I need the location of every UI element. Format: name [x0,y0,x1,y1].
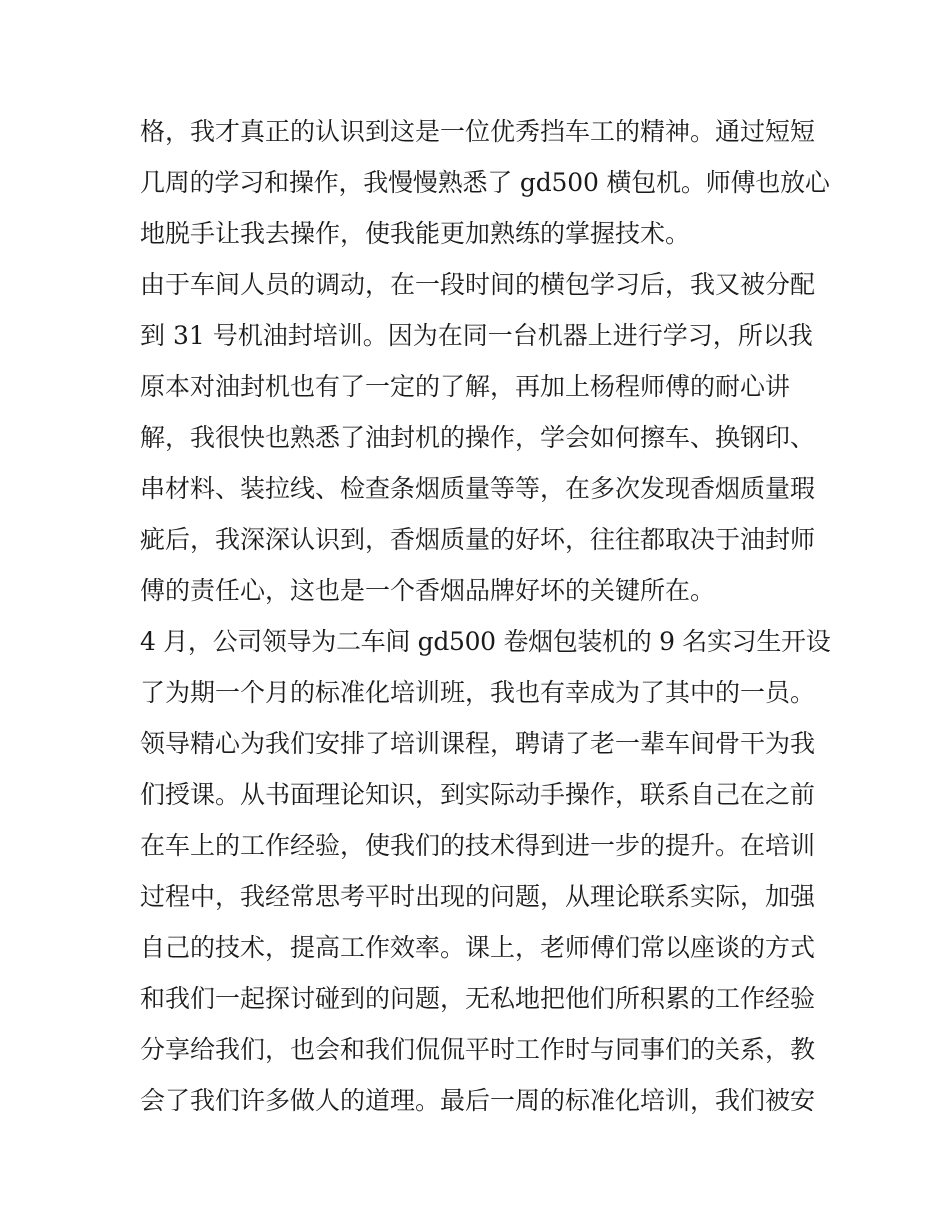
text-line: 解，我很快也熟悉了油封机的操作，学会如何擦车、换钢印、 [140,423,816,452]
text-line: 和我们一起探讨碰到的问题，无私地把他们所积累的工作经验 [140,984,816,1013]
text-line: 4 月，公司领导为二车间 gd500 卷烟包装机的 9 名实习生开设 [140,627,831,656]
text-line: 傅的责任心，这也是一个香烟品牌好坏的关键所在。 [140,576,716,605]
text-line: 在车上的工作经验，使我们的技术得到进一步的提升。在培训 [140,831,816,860]
text-line: 到 31 号机油封培训。因为在同一台机器上进行学习，所以我 [140,321,813,350]
text-line: 领导精心为我们安排了培训课程，聘请了老一辈车间骨干为我 [140,729,816,758]
text-line: 由于车间人员的调动，在一段时间的横包学习后，我又被分配 [140,270,816,299]
text-line: 串材料、装拉线、检查条烟质量等等，在多次发现香烟质量瑕 [140,474,816,503]
text-line: 分享给我们，也会和我们侃侃平时工作时与同事们的关系，教 [140,1035,816,1064]
text-line: 了为期一个月的标准化培训班，我也有幸成为了其中的一员。 [140,678,816,707]
text-line: 几周的学习和操作，我慢慢熟悉了 gd500 横包机。师傅也放心 [140,168,830,197]
text-line: 们授课。从书面理论知识，到实际动手操作，联系自己在之前 [140,780,816,809]
text-line: 原本对油封机也有了一定的了解，再加上杨程师傅的耐心讲 [140,372,791,401]
body-text [140,106,830,1126]
text-line: 过程中，我经常思考平时出现的问题，从理论联系实际，加强 [140,882,816,911]
text-line: 疵后，我深深认识到，香烟质量的好坏，往往都取决于油封师 [140,525,816,554]
text-line: 格，我才真正的认识到这是一位优秀挡车工的精神。通过短短 [140,117,816,146]
text-line: 地脱手让我去操作，使我能更加熟练的掌握技术。 [140,219,691,248]
text-line: 自己的技术，提高工作效率。课上，老师傅们常以座谈的方式 [140,933,816,962]
text-line: 会了我们许多做人的道理。最后一周的标准化培训，我们被安 [140,1086,816,1115]
